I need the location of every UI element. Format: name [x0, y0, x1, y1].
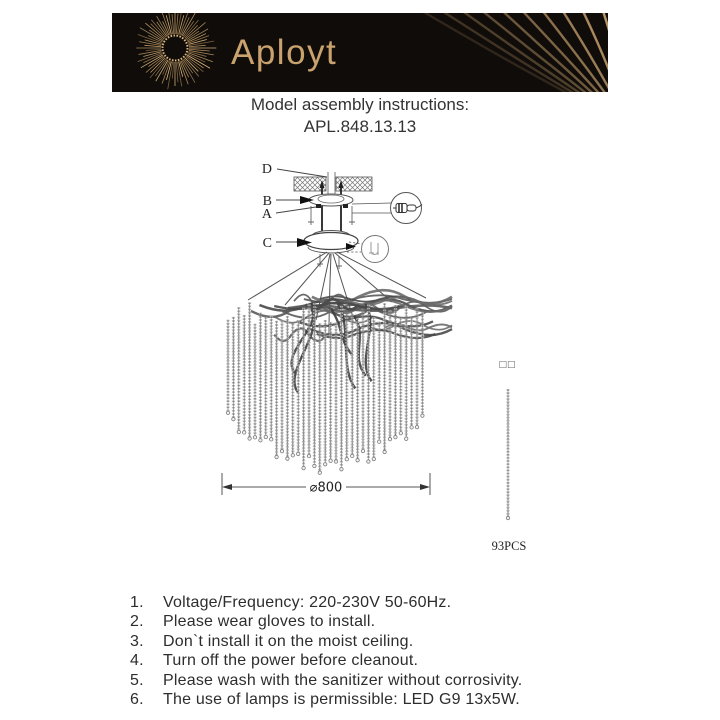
instruction-text: Turn off the power before cleanout.	[163, 652, 419, 670]
label-c: C	[262, 236, 272, 251]
instruction-number: 6.	[130, 691, 144, 709]
instruction-number: 1.	[130, 594, 144, 611]
instruction-item	[130, 671, 610, 690]
instruction-item	[130, 690, 610, 709]
instruction-item	[130, 632, 610, 651]
glyph-boxes: □□	[498, 360, 516, 370]
instruction-item	[130, 612, 610, 631]
sample-crystal-strand	[506, 389, 509, 520]
sample-strand-group	[492, 360, 527, 553]
crystal-strands	[226, 302, 424, 474]
instruction-number: 5.	[130, 671, 144, 689]
dimension-line	[222, 473, 430, 496]
instruction-item	[130, 593, 610, 612]
instruction-number: 4.	[130, 652, 144, 670]
page-title: Model assembly instructions:	[250, 95, 470, 114]
instruction-number: 2.	[130, 613, 144, 631]
instruction-text: Don`t install it on the moist ceiling.	[163, 632, 414, 650]
instruction-number: 3.	[130, 632, 144, 650]
dimension-value: ⌀800	[309, 480, 343, 496]
label-b: B	[262, 194, 272, 209]
ceiling-hatch	[294, 172, 372, 196]
model-number: APL.848.13.13	[303, 117, 417, 136]
brand-logo-text: Aployt	[231, 33, 338, 72]
instruction-text: Please wear gloves to install.	[163, 613, 376, 631]
label-d: D	[261, 162, 272, 177]
pieces-count: 93PCS	[491, 539, 527, 553]
instruction-text: The use of lamps is permissible: LED G9 13x5W.	[163, 691, 520, 709]
instruction-text: Please wash with the sanitizer without corrosivity.	[163, 671, 523, 689]
mounting-bracket	[308, 194, 355, 225]
label-a: A	[261, 207, 272, 222]
instruction-item	[130, 651, 610, 670]
instruction-text: Voltage/Frequency: 220-230V 50-60Hz.	[163, 594, 452, 611]
connector-detail-callout	[352, 193, 422, 224]
instruction-list	[130, 593, 610, 709]
